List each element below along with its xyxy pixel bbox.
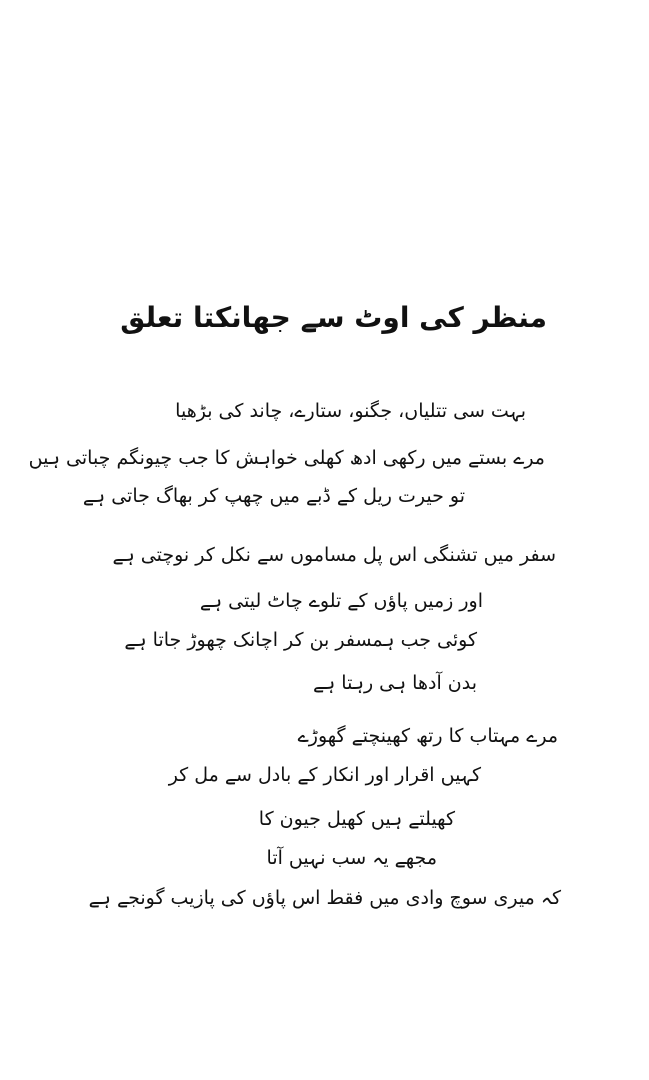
poem-title: منظر کی اوٹ سے جھانکتا تعلق — [120, 301, 547, 334]
poem-line: کہیں اقرار اور انکار کے بادل سے مل کر — [168, 764, 481, 786]
poem-line: کوئی جب ہمسفر بن کر اچانک چھوڑ جاتا ہے — [124, 629, 477, 651]
poem-line: تو حیرت ریل کے ڈبے میں چھپ کر بھاگ جاتی ہے — [82, 485, 465, 507]
poem-line: مرے بستے میں رکھی ادھ کھلی خواہش کا جب چیونگم چباتی ہیں — [28, 447, 545, 469]
poem-line: بہت سی تتلیاں، جگنو، ستارے، چاند کی بڑھیا — [175, 400, 526, 422]
poem-line: سفر میں تشنگی اس پل مساموں سے نکل کر نوچتی ہے — [112, 544, 556, 566]
poem-line: کہ میری سوچ وادی میں فقط اس پاؤں کی پازیب گونجے ہے — [88, 887, 561, 909]
poem-line: کھیلتے ہیں کھیل جیون کا — [258, 808, 455, 830]
poem-line: مرے مہتاب کا رتھ کھینچتے گھوڑے — [297, 725, 558, 747]
poem-line: اور زمیں پاؤں کے تلوے چاٹ لیتی ہے — [199, 590, 483, 612]
poem-line: مجھے یہ سب نہیں آتا — [266, 847, 437, 869]
poem-line: بدن آدھا ہی رہتا ہے — [313, 672, 477, 694]
